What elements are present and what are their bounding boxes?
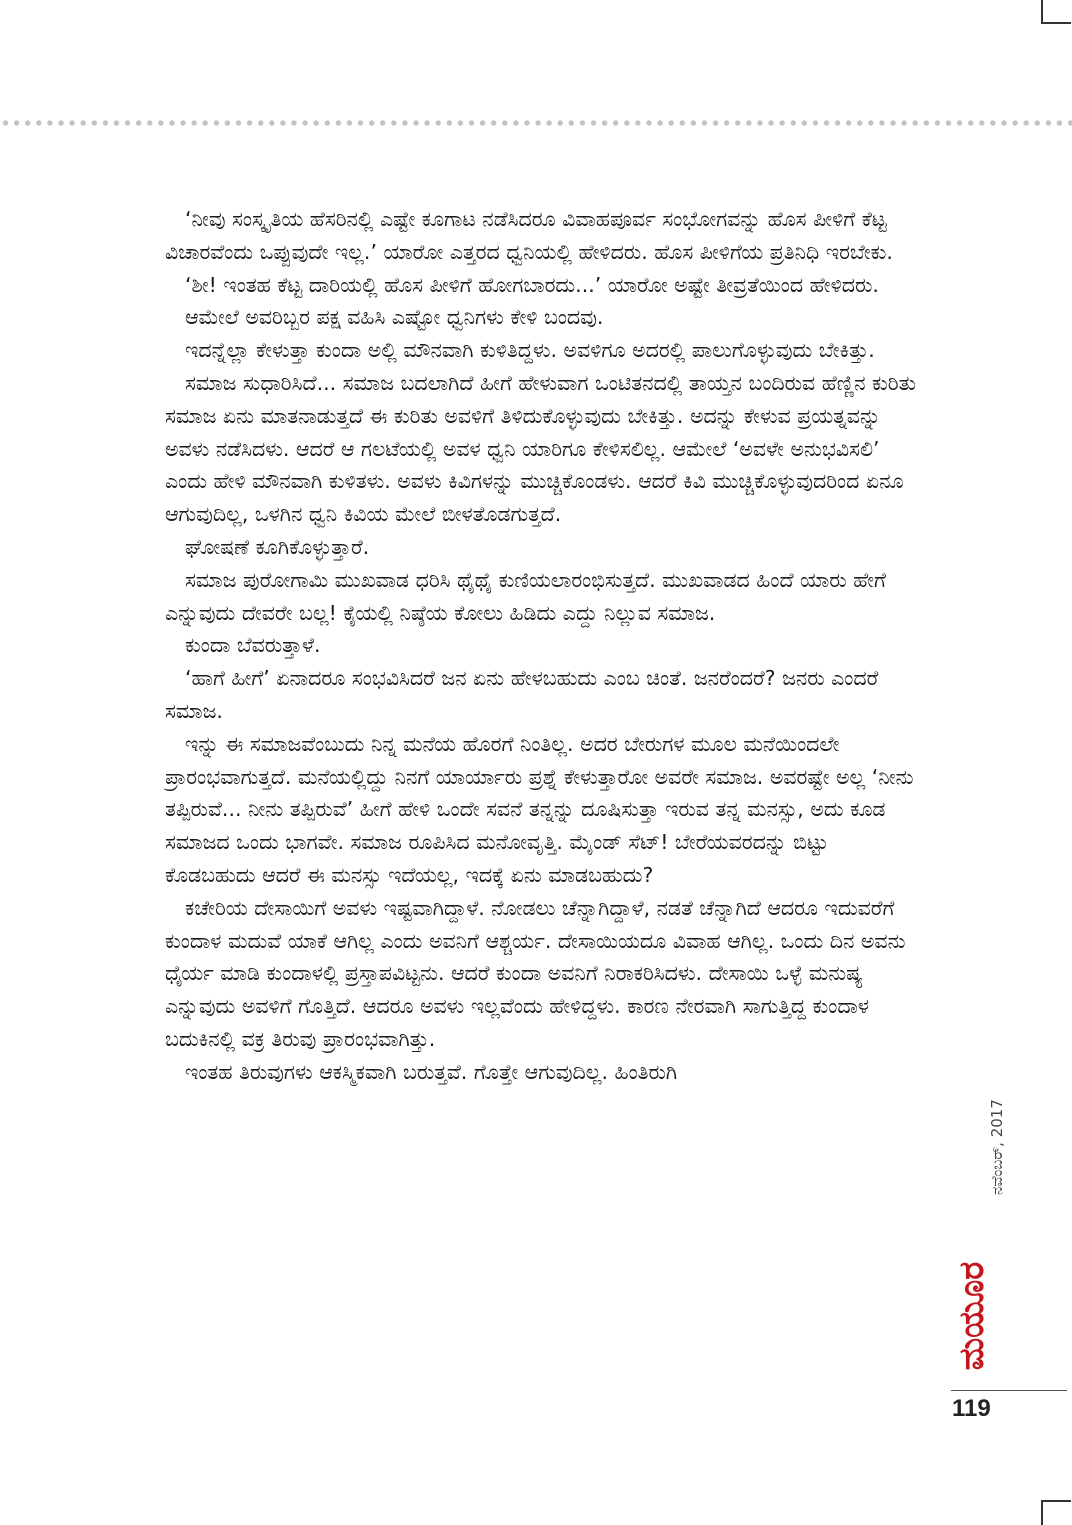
paragraph: ‘ಹಾಗೆ ಹೀಗೆ’ ಏನಾದರೂ ಸಂಭವಿಸಿದರೆ ಜನ ಏನು ಹೇಳಬಹುದು ಎಂಬ ಚಿಂತೆ. ಜನರೆಂದರೆ? ಜನರು ಎಂದರೆ ಸಮಾಜ. [165, 666, 879, 723]
paragraph: ‘ನೀವು ಸಂಸ್ಕೃತಿಯ ಹೆಸರಿನಲ್ಲಿ ಎಷ್ಟೇ ಕೂಗಾಟ ನಡೆಸಿದರೂ ವಿವಾಹಪೂರ್ವ ಸಂಭೋಗವನ್ನು ಹೊಸ ಪೀಳಿಗೆ ಕೆಟ್ಟ ವಿಚಾರವೆಂದು ಒಪ್ಪುವುದೇ ಇಲ್ಲ.’ ಯಾರೋ ಎತ್ತರದ ಧ್ವನಿಯಲ್ಲಿ ಹೇಳಿದರು. ಹೊಸ ಪೀಳಿಗೆಯ ಪ್ರತಿನಿಧಿ ಇರಬೇಕು. [165, 207, 893, 264]
paragraph: ಕಚೇರಿಯ ದೇಸಾಯಿಗೆ ಅವಳು ಇಷ್ಟವಾಗಿದ್ದಾಳೆ. ನೋಡಲು ಚೆನ್ನಾಗಿದ್ದಾಳೆ, ನಡತೆ ಚೆನ್ನಾಗಿದೆ ಆದರೂ ಇದುವರೆಗೆ ಕುಂದಾಳ ಮದುವೆ ಯಾಕೆ ಆಗಿಲ್ಲ ಎಂದು ಅವನಿಗೆ ಆಶ್ಚರ್ಯ. ದೇಸಾಯಿಯದೂ ವಿವಾಹ ಆಗಿಲ್ಲ. ಒಂದು ದಿನ ಅವನು ಧೈರ್ಯ ಮಾಡಿ ಕುಂದಾಳಲ್ಲಿ ಪ್ರಸ್ತಾಪವಿಟ್ಟನು. ಆದರೆ ಕುಂದಾ ಅವನಿಗೆ ನಿರಾಕರಿಸಿದಳು. ದೇಸಾಯಿ ಒಳ್ಳೆ ಮನುಷ್ಯ ಎನ್ನುವುದು ಅವಳಿಗೆ ಗೊತ್ತಿದೆ. ಆದರೂ ಅವಳು ಇಲ್ಲವೆಂದು ಹೇಳಿದ್ದಳು. ಕಾರಣ ನೇರವಾಗಿ ಸಾಗುತ್ತಿದ್ದ ಕುಂದಾಳ ಬದುಕಿನಲ್ಲಿ ವಕ್ರ ತಿರುವು ಪ್ರಾರಂಭವಾಗಿತ್ತು. [165, 895, 906, 1051]
page-number: 119 [952, 1395, 991, 1422]
paragraph: ಸಮಾಜ ಸುಧಾರಿಸಿದೆ... ಸಮಾಜ ಬದಲಾಗಿದೆ ಹೀಗೆ ಹೇಳುವಾಗ ಒಂಟಿತನದಲ್ಲಿ ತಾಯ್ತನ ಬಂದಿರುವ ಹೆಣ್ಣಿನ ಕುರಿತು ಸಮಾಜ ಏನು ಮಾತನಾಡುತ್ತದೆ ಈ ಕುರಿತು ಅವಳಿಗೆ ತಿಳಿದುಕೊಳ್ಳುವುದು ಬೇಕಿತ್ತು. ಅದನ್ನು ಕೇಳುವ ಪ್ರಯತ್ನವನ್ನು ಅವಳು ನಡೆಸಿದಳು. ಆದರೆ ಆ ಗಲಟೆಯಲ್ಲಿ ಅವಳ ಧ್ವನಿ ಯಾರಿಗೂ ಕೇಳಿಸಲಿಲ್ಲ. ಆಮೇಲೆ ‘ಅವಳೇ ಅನುಭವಿಸಲಿ’ ಎಂದು ಹೇಳಿ ಮೌನವಾಗಿ ಕುಳಿತಳು. ಅವಳು ಕಿವಿಗಳನ್ನು ಮುಚ್ಚಿಕೊಂಡಳು. ಆದರೆ ಕಿವಿ ಮುಚ್ಚಿಕೊಳ್ಳುವುದರಿಂದ ಏನೂ ಆಗುವುದಿಲ್ಲ, ಒಳಗಿನ ಧ್ವನಿ ಕಿವಿಯ ಮೇಲೆ ಬೀಳತೊಡಗುತ್ತದೆ. [165, 370, 916, 527]
paragraph: ಆಮೇಲೆ ಅವರಿಬ್ಬರ ಪಕ್ಷ ವಹಿಸಿ ಎಷ್ಟೋ ಧ್ವನಿಗಳು ಕೇಳಿ ಬಂದವು. [185, 305, 604, 330]
crop-mark-bottom [1041, 1500, 1071, 1525]
paragraph: ಸಮಾಜ ಪುರೋಗಾಮಿ ಮುಖವಾಡ ಧರಿಸಿ ಥೈಥೈ ಕುಣಿಯಲಾರಂಭಿಸುತ್ತದೆ. ಮುಖವಾಡದ ಹಿಂದೆ ಯಾರು ಹೇಗೆ ಎನ್ನುವುದು ದೇವರೇ ಬಲ್ಲ! ಕೈಯಲ್ಲಿ ನಿಷ್ಠೆಯ ಕೋಲು ಹಿಡಿದು ಎದ್ದು ನಿಲ್ಲುವ ಸಮಾಜ. [165, 567, 886, 625]
dotted-divider [0, 119, 1072, 127]
magazine-logo: ಮಯೂರ [952, 1261, 992, 1371]
crop-mark-top [1041, 0, 1071, 24]
issue-date: ನವೆಂಬರ್, 2017 [988, 1099, 1006, 1195]
article-body [165, 203, 925, 1089]
paragraph: ‘ಶೀ! ಇಂತಹ ಕೆಟ್ಟ ದಾರಿಯಲ್ಲಿ ಹೊಸ ಪೀಳಿಗೆ ಹೋಗಬಾರದು...’ ಯಾರೋ ಅಷ್ಟೇ ತೀವ್ರತೆಯಿಂದ ಹೇಳಿದರು. [185, 272, 879, 297]
paragraph: ಇದನ್ನೆಲ್ಲಾ ಕೇಳುತ್ತಾ ಕುಂದಾ ಅಲ್ಲಿ ಮೌನವಾಗಿ ಕುಳಿತಿದ್ದಳು. ಅವಳಿಗೂ ಅದರಲ್ಲಿ ಪಾಲುಗೊಳ್ಳುವುದು ಬೇಕಿತ್ತು. [185, 338, 875, 363]
paragraph: ಇಂತಹ ತಿರುವುಗಳು ಆಕಸ್ಮಿಕವಾಗಿ ಬರುತ್ತವೆ. ಗೊತ್ತೇ ಆಗುವುದಿಲ್ಲ. ಹಿಂತಿರುಗಿ [185, 1059, 678, 1084]
paragraph: ಕುಂದಾ ಬೆವರುತ್ತಾಳೆ. [185, 633, 321, 658]
paragraph: ಘೋಷಣೆ ಕೂಗಿಕೊಳ್ಳುತ್ತಾರೆ. [185, 534, 370, 559]
paragraph: ಇನ್ನು ಈ ಸಮಾಜವೆಂಬುದು ನಿನ್ನ ಮನೆಯ ಹೊರಗೆ ನಿಂತಿಲ್ಲ. ಅದರ ಬೇರುಗಳ ಮೂಲ ಮನೆಯಿಂದಲೇ ಪ್ರಾರಂಭವಾಗುತ್ತದೆ. ಮನೆಯಲ್ಲಿದ್ದು ನಿನಗೆ ಯಾರ್ಯಾರು ಪ್ರಶ್ನೆ ಕೇಳುತ್ತಾರೋ ಅವರೇ ಸಮಾಜ. ಅವರಷ್ಟೇ ಅಲ್ಲ ‘ನೀನು ತಪ್ಪಿರುವೆ... ನೀನು ತಪ್ಪಿರುವೆ’ ಹೀಗೆ ಹೇಳಿ ಒಂದೇ ಸವನೆ ತನ್ನನ್ನು ದೂಷಿಸುತ್ತಾ ಇರುವ ತನ್ನ ಮನಸ್ಸು, ಅದು ಕೂಡ ಸಮಾಜದ ಒಂದು ಭಾಗವೇ. ಸಮಾಜ ರೂಪಿಸಿದ ಮನೋವೃತ್ತಿ. ಮೈಂಡ್ ಸೆಟ್! ಬೇರೆಯವರದನ್ನು ಬಿಟ್ಟು ಕೊಡಬಹುದು ಆದರೆ ಈ ಮನಸ್ಸು ಇದೆಯಲ್ಲ, ಇದಕ್ಕೆ ಏನು ಮಾಡಬಹುದು? [165, 731, 914, 887]
folio-rule [951, 1390, 1067, 1391]
